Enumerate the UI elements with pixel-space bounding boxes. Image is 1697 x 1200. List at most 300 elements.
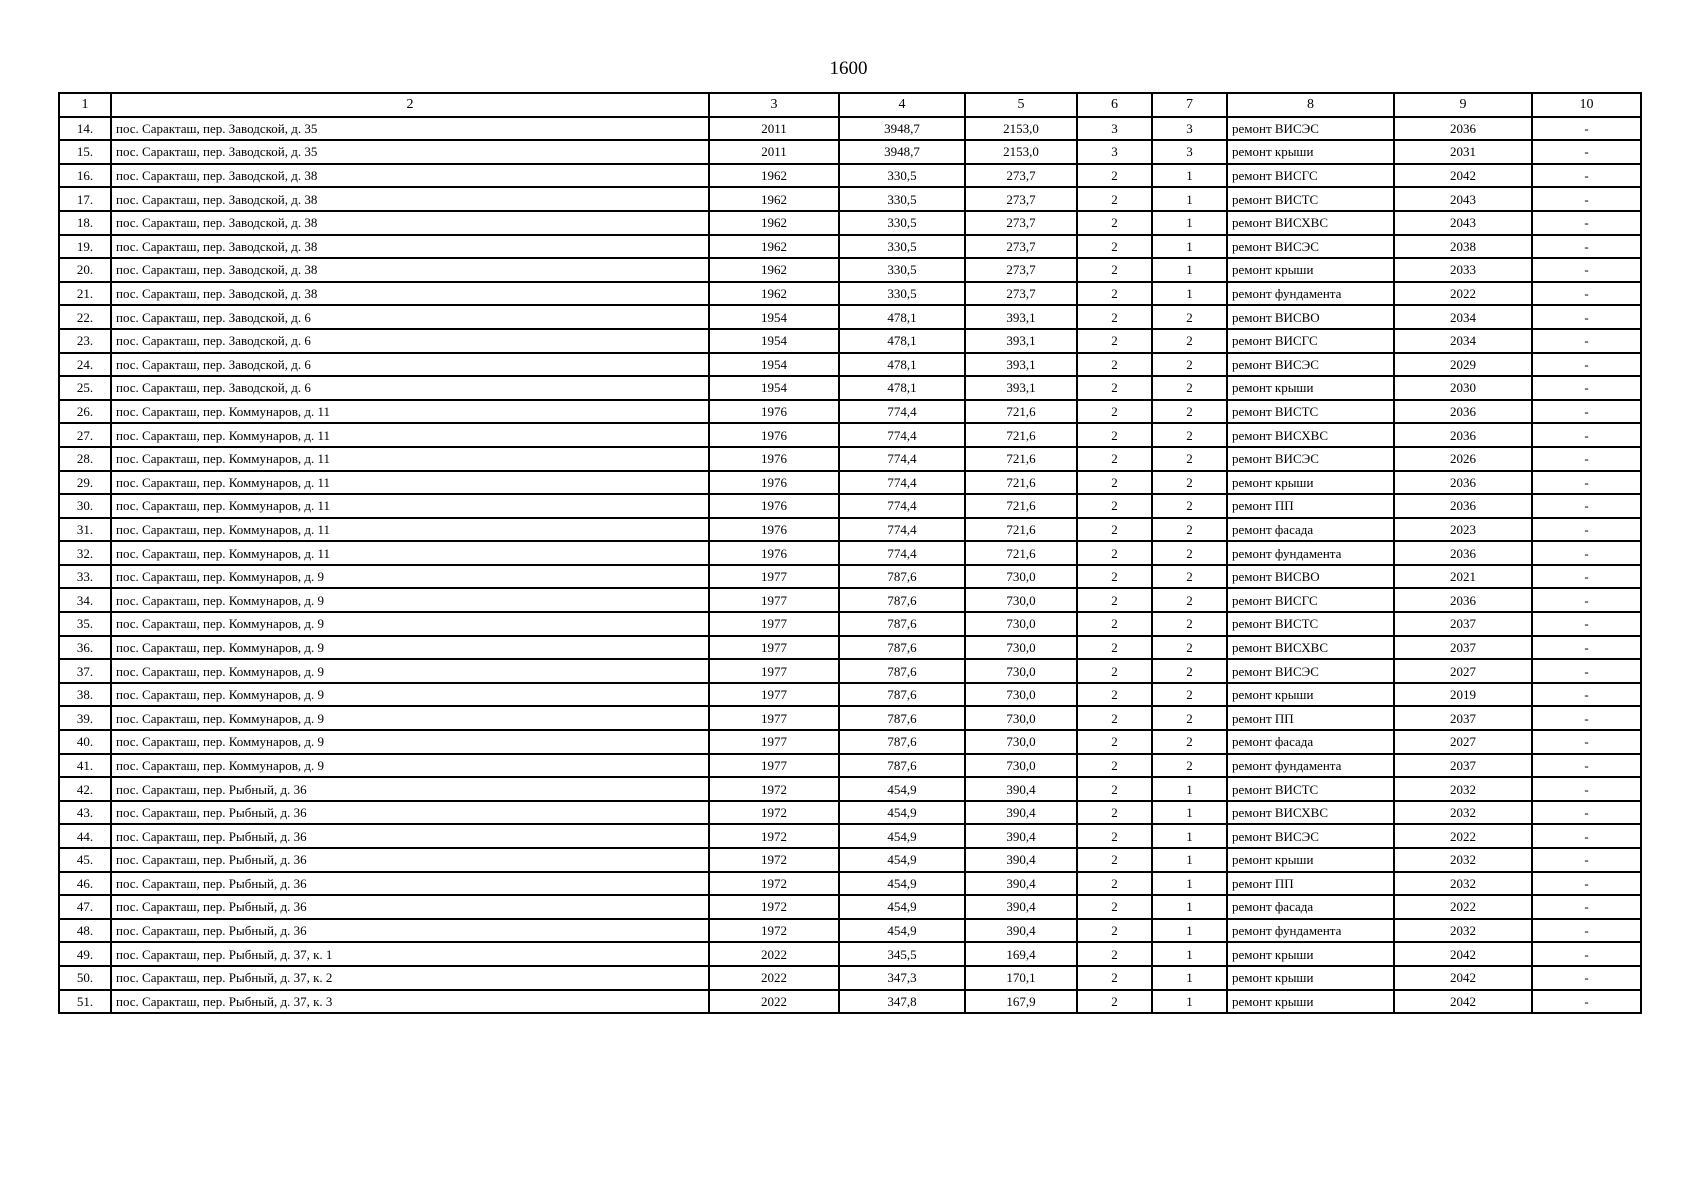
living-area-cell: 721,6 bbox=[965, 494, 1077, 518]
row-number-cell: 15. bbox=[59, 140, 111, 164]
address-cell: пос. Саракташ, пер. Рыбный, д. 36 bbox=[111, 919, 709, 943]
planned-year-cell: 2027 bbox=[1394, 730, 1532, 754]
entrances-cell: 2 bbox=[1152, 471, 1227, 495]
row-number-cell: 40. bbox=[59, 730, 111, 754]
note-cell: - bbox=[1532, 659, 1641, 683]
note-cell: - bbox=[1532, 187, 1641, 211]
work-type-cell: ремонт фундамента bbox=[1227, 754, 1394, 778]
row-number-cell: 29. bbox=[59, 471, 111, 495]
living-area-cell: 273,7 bbox=[965, 258, 1077, 282]
living-area-cell: 393,1 bbox=[965, 329, 1077, 353]
year-built-cell: 1962 bbox=[709, 164, 839, 188]
living-area-cell: 390,4 bbox=[965, 801, 1077, 825]
table-row bbox=[59, 447, 1641, 471]
entrances-cell: 2 bbox=[1152, 541, 1227, 565]
row-number-cell: 23. bbox=[59, 329, 111, 353]
table-row bbox=[59, 777, 1641, 801]
entrances-cell: 1 bbox=[1152, 848, 1227, 872]
table-row bbox=[59, 824, 1641, 848]
total-area-cell: 454,9 bbox=[839, 801, 965, 825]
table-row bbox=[59, 942, 1641, 966]
address-cell: пос. Саракташ, пер. Коммунаров, д. 11 bbox=[111, 447, 709, 471]
floors-cell: 2 bbox=[1077, 305, 1152, 329]
work-type-cell: ремонт ПП bbox=[1227, 494, 1394, 518]
total-area-cell: 774,4 bbox=[839, 447, 965, 471]
row-number-cell: 26. bbox=[59, 400, 111, 424]
living-area-cell: 730,0 bbox=[965, 565, 1077, 589]
table-row bbox=[59, 541, 1641, 565]
table-row bbox=[59, 848, 1641, 872]
work-type-cell: ремонт крыши bbox=[1227, 258, 1394, 282]
row-number-cell: 49. bbox=[59, 942, 111, 966]
note-cell: - bbox=[1532, 471, 1641, 495]
floors-cell: 2 bbox=[1077, 565, 1152, 589]
table-body bbox=[59, 117, 1641, 1014]
year-built-cell: 1977 bbox=[709, 754, 839, 778]
table-row bbox=[59, 282, 1641, 306]
living-area-cell: 730,0 bbox=[965, 612, 1077, 636]
table-row bbox=[59, 353, 1641, 377]
living-area-cell: 273,7 bbox=[965, 282, 1077, 306]
column-header: 4 bbox=[839, 93, 965, 117]
address-cell: пос. Саракташ, пер. Заводской, д. 35 bbox=[111, 117, 709, 141]
work-type-cell: ремонт крыши bbox=[1227, 683, 1394, 707]
year-built-cell: 1954 bbox=[709, 353, 839, 377]
row-number-cell: 16. bbox=[59, 164, 111, 188]
address-cell: пос. Саракташ, пер. Коммунаров, д. 11 bbox=[111, 494, 709, 518]
total-area-cell: 774,4 bbox=[839, 494, 965, 518]
note-cell: - bbox=[1532, 140, 1641, 164]
table-row bbox=[59, 730, 1641, 754]
note-cell: - bbox=[1532, 612, 1641, 636]
work-type-cell: ремонт крыши bbox=[1227, 376, 1394, 400]
entrances-cell: 2 bbox=[1152, 518, 1227, 542]
table-row bbox=[59, 754, 1641, 778]
year-built-cell: 1977 bbox=[709, 565, 839, 589]
table-row bbox=[59, 636, 1641, 660]
work-type-cell: ремонт ВИСЭС bbox=[1227, 447, 1394, 471]
note-cell: - bbox=[1532, 777, 1641, 801]
living-area-cell: 169,4 bbox=[965, 942, 1077, 966]
address-cell: пос. Саракташ, пер. Рыбный, д. 37, к. 1 bbox=[111, 942, 709, 966]
total-area-cell: 478,1 bbox=[839, 376, 965, 400]
floors-cell: 2 bbox=[1077, 966, 1152, 990]
work-type-cell: ремонт ВИСГС bbox=[1227, 588, 1394, 612]
year-built-cell: 1976 bbox=[709, 494, 839, 518]
table-row bbox=[59, 400, 1641, 424]
column-header: 9 bbox=[1394, 93, 1532, 117]
note-cell: - bbox=[1532, 824, 1641, 848]
header-row bbox=[59, 93, 1641, 117]
total-area-cell: 787,6 bbox=[839, 636, 965, 660]
planned-year-cell: 2022 bbox=[1394, 282, 1532, 306]
entrances-cell: 3 bbox=[1152, 140, 1227, 164]
living-area-cell: 170,1 bbox=[965, 966, 1077, 990]
floors-cell: 2 bbox=[1077, 400, 1152, 424]
year-built-cell: 1977 bbox=[709, 730, 839, 754]
row-number-cell: 43. bbox=[59, 801, 111, 825]
floors-cell: 2 bbox=[1077, 777, 1152, 801]
note-cell: - bbox=[1532, 565, 1641, 589]
living-area-cell: 273,7 bbox=[965, 235, 1077, 259]
note-cell: - bbox=[1532, 942, 1641, 966]
note-cell: - bbox=[1532, 235, 1641, 259]
row-number-cell: 22. bbox=[59, 305, 111, 329]
year-built-cell: 1976 bbox=[709, 518, 839, 542]
entrances-cell: 2 bbox=[1152, 612, 1227, 636]
note-cell: - bbox=[1532, 447, 1641, 471]
floors-cell: 2 bbox=[1077, 824, 1152, 848]
year-built-cell: 1962 bbox=[709, 282, 839, 306]
note-cell: - bbox=[1532, 329, 1641, 353]
row-number-cell: 35. bbox=[59, 612, 111, 636]
address-cell: пос. Саракташ, пер. Заводской, д. 38 bbox=[111, 282, 709, 306]
note-cell: - bbox=[1532, 423, 1641, 447]
table-row bbox=[59, 801, 1641, 825]
living-area-cell: 730,0 bbox=[965, 636, 1077, 660]
planned-year-cell: 2036 bbox=[1394, 423, 1532, 447]
row-number-cell: 34. bbox=[59, 588, 111, 612]
planned-year-cell: 2036 bbox=[1394, 117, 1532, 141]
work-type-cell: ремонт ВИСГС bbox=[1227, 329, 1394, 353]
year-built-cell: 1976 bbox=[709, 471, 839, 495]
table-row bbox=[59, 471, 1641, 495]
floors-cell: 2 bbox=[1077, 376, 1152, 400]
note-cell: - bbox=[1532, 211, 1641, 235]
column-header: 7 bbox=[1152, 93, 1227, 117]
total-area-cell: 787,6 bbox=[839, 612, 965, 636]
row-number-cell: 21. bbox=[59, 282, 111, 306]
note-cell: - bbox=[1532, 895, 1641, 919]
living-area-cell: 390,4 bbox=[965, 919, 1077, 943]
year-built-cell: 2022 bbox=[709, 990, 839, 1014]
work-type-cell: ремонт фундамента bbox=[1227, 919, 1394, 943]
address-cell: пос. Саракташ, пер. Рыбный, д. 37, к. 2 bbox=[111, 966, 709, 990]
address-cell: пос. Саракташ, пер. Рыбный, д. 36 bbox=[111, 872, 709, 896]
work-type-cell: ремонт ВИСХВС bbox=[1227, 636, 1394, 660]
floors-cell: 2 bbox=[1077, 754, 1152, 778]
floors-cell: 2 bbox=[1077, 282, 1152, 306]
row-number-cell: 37. bbox=[59, 659, 111, 683]
row-number-cell: 38. bbox=[59, 683, 111, 707]
floors-cell: 2 bbox=[1077, 541, 1152, 565]
row-number-cell: 48. bbox=[59, 919, 111, 943]
entrances-cell: 1 bbox=[1152, 801, 1227, 825]
note-cell: - bbox=[1532, 305, 1641, 329]
row-number-cell: 44. bbox=[59, 824, 111, 848]
planned-year-cell: 2037 bbox=[1394, 754, 1532, 778]
column-header: 5 bbox=[965, 93, 1077, 117]
table-row bbox=[59, 258, 1641, 282]
entrances-cell: 1 bbox=[1152, 872, 1227, 896]
planned-year-cell: 2037 bbox=[1394, 612, 1532, 636]
living-area-cell: 721,6 bbox=[965, 471, 1077, 495]
entrances-cell: 1 bbox=[1152, 211, 1227, 235]
row-number-cell: 27. bbox=[59, 423, 111, 447]
row-number-cell: 41. bbox=[59, 754, 111, 778]
row-number-cell: 33. bbox=[59, 565, 111, 589]
table-row bbox=[59, 235, 1641, 259]
address-cell: пос. Саракташ, пер. Коммунаров, д. 9 bbox=[111, 754, 709, 778]
year-built-cell: 1977 bbox=[709, 588, 839, 612]
address-cell: пос. Саракташ, пер. Заводской, д. 6 bbox=[111, 305, 709, 329]
table-row bbox=[59, 211, 1641, 235]
row-number-cell: 39. bbox=[59, 706, 111, 730]
total-area-cell: 774,4 bbox=[839, 471, 965, 495]
living-area-cell: 167,9 bbox=[965, 990, 1077, 1014]
row-number-cell: 47. bbox=[59, 895, 111, 919]
floors-cell: 2 bbox=[1077, 235, 1152, 259]
note-cell: - bbox=[1532, 966, 1641, 990]
total-area-cell: 478,1 bbox=[839, 353, 965, 377]
planned-year-cell: 2042 bbox=[1394, 990, 1532, 1014]
planned-year-cell: 2036 bbox=[1394, 588, 1532, 612]
table-row bbox=[59, 305, 1641, 329]
entrances-cell: 2 bbox=[1152, 565, 1227, 589]
year-built-cell: 1972 bbox=[709, 801, 839, 825]
living-area-cell: 721,6 bbox=[965, 447, 1077, 471]
living-area-cell: 721,6 bbox=[965, 518, 1077, 542]
note-cell: - bbox=[1532, 258, 1641, 282]
address-cell: пос. Саракташ, пер. Рыбный, д. 36 bbox=[111, 848, 709, 872]
row-number-cell: 32. bbox=[59, 541, 111, 565]
total-area-cell: 787,6 bbox=[839, 588, 965, 612]
floors-cell: 2 bbox=[1077, 683, 1152, 707]
table-row bbox=[59, 140, 1641, 164]
work-type-cell: ремонт ВИСХВС bbox=[1227, 211, 1394, 235]
year-built-cell: 1976 bbox=[709, 423, 839, 447]
address-cell: пос. Саракташ, пер. Рыбный, д. 36 bbox=[111, 777, 709, 801]
planned-year-cell: 2023 bbox=[1394, 518, 1532, 542]
work-type-cell: ремонт крыши bbox=[1227, 990, 1394, 1014]
planned-year-cell: 2036 bbox=[1394, 471, 1532, 495]
table-row bbox=[59, 376, 1641, 400]
planned-year-cell: 2032 bbox=[1394, 801, 1532, 825]
planned-year-cell: 2032 bbox=[1394, 848, 1532, 872]
planned-year-cell: 2034 bbox=[1394, 305, 1532, 329]
living-area-cell: 390,4 bbox=[965, 777, 1077, 801]
entrances-cell: 2 bbox=[1152, 706, 1227, 730]
note-cell: - bbox=[1532, 730, 1641, 754]
planned-year-cell: 2036 bbox=[1394, 400, 1532, 424]
total-area-cell: 787,6 bbox=[839, 565, 965, 589]
floors-cell: 2 bbox=[1077, 447, 1152, 471]
planned-year-cell: 2032 bbox=[1394, 777, 1532, 801]
planned-year-cell: 2029 bbox=[1394, 353, 1532, 377]
planned-year-cell: 2022 bbox=[1394, 895, 1532, 919]
year-built-cell: 1976 bbox=[709, 541, 839, 565]
address-cell: пос. Саракташ, пер. Заводской, д. 38 bbox=[111, 211, 709, 235]
entrances-cell: 1 bbox=[1152, 235, 1227, 259]
planned-year-cell: 2027 bbox=[1394, 659, 1532, 683]
row-number-cell: 18. bbox=[59, 211, 111, 235]
row-number-cell: 17. bbox=[59, 187, 111, 211]
planned-year-cell: 2031 bbox=[1394, 140, 1532, 164]
row-number-cell: 19. bbox=[59, 235, 111, 259]
total-area-cell: 787,6 bbox=[839, 683, 965, 707]
address-cell: пос. Саракташ, пер. Заводской, д. 35 bbox=[111, 140, 709, 164]
entrances-cell: 2 bbox=[1152, 494, 1227, 518]
year-built-cell: 2011 bbox=[709, 117, 839, 141]
address-cell: пос. Саракташ, пер. Заводской, д. 6 bbox=[111, 329, 709, 353]
column-header: 8 bbox=[1227, 93, 1394, 117]
floors-cell: 3 bbox=[1077, 140, 1152, 164]
row-number-cell: 25. bbox=[59, 376, 111, 400]
entrances-cell: 2 bbox=[1152, 447, 1227, 471]
register-table bbox=[58, 92, 1642, 1014]
work-type-cell: ремонт ПП bbox=[1227, 706, 1394, 730]
living-area-cell: 730,0 bbox=[965, 754, 1077, 778]
work-type-cell: ремонт ВИСЭС bbox=[1227, 659, 1394, 683]
address-cell: пос. Саракташ, пер. Заводской, д. 38 bbox=[111, 187, 709, 211]
planned-year-cell: 2042 bbox=[1394, 966, 1532, 990]
work-type-cell: ремонт фундамента bbox=[1227, 541, 1394, 565]
work-type-cell: ремонт ВИСТС bbox=[1227, 612, 1394, 636]
row-number-cell: 51. bbox=[59, 990, 111, 1014]
floors-cell: 2 bbox=[1077, 423, 1152, 447]
planned-year-cell: 2042 bbox=[1394, 164, 1532, 188]
year-built-cell: 1977 bbox=[709, 683, 839, 707]
floors-cell: 2 bbox=[1077, 801, 1152, 825]
address-cell: пос. Саракташ, пер. Коммунаров, д. 9 bbox=[111, 683, 709, 707]
living-area-cell: 2153,0 bbox=[965, 140, 1077, 164]
entrances-cell: 1 bbox=[1152, 164, 1227, 188]
entrances-cell: 1 bbox=[1152, 282, 1227, 306]
entrances-cell: 1 bbox=[1152, 990, 1227, 1014]
planned-year-cell: 2032 bbox=[1394, 919, 1532, 943]
year-built-cell: 1972 bbox=[709, 919, 839, 943]
address-cell: пос. Саракташ, пер. Коммунаров, д. 11 bbox=[111, 541, 709, 565]
planned-year-cell: 2037 bbox=[1394, 706, 1532, 730]
planned-year-cell: 2036 bbox=[1394, 541, 1532, 565]
entrances-cell: 2 bbox=[1152, 754, 1227, 778]
planned-year-cell: 2021 bbox=[1394, 565, 1532, 589]
note-cell: - bbox=[1532, 282, 1641, 306]
row-number-cell: 28. bbox=[59, 447, 111, 471]
living-area-cell: 273,7 bbox=[965, 211, 1077, 235]
entrances-cell: 2 bbox=[1152, 400, 1227, 424]
year-built-cell: 1954 bbox=[709, 305, 839, 329]
address-cell: пос. Саракташ, пер. Рыбный, д. 37, к. 3 bbox=[111, 990, 709, 1014]
living-area-cell: 730,0 bbox=[965, 730, 1077, 754]
total-area-cell: 454,9 bbox=[839, 824, 965, 848]
entrances-cell: 1 bbox=[1152, 942, 1227, 966]
floors-cell: 2 bbox=[1077, 848, 1152, 872]
table-row bbox=[59, 588, 1641, 612]
row-number-cell: 50. bbox=[59, 966, 111, 990]
floors-cell: 2 bbox=[1077, 187, 1152, 211]
year-built-cell: 2022 bbox=[709, 966, 839, 990]
address-cell: пос. Саракташ, пер. Заводской, д. 6 bbox=[111, 376, 709, 400]
floors-cell: 2 bbox=[1077, 211, 1152, 235]
total-area-cell: 787,6 bbox=[839, 730, 965, 754]
planned-year-cell: 2037 bbox=[1394, 636, 1532, 660]
column-header: 3 bbox=[709, 93, 839, 117]
column-header: 2 bbox=[111, 93, 709, 117]
planned-year-cell: 2043 bbox=[1394, 187, 1532, 211]
living-area-cell: 721,6 bbox=[965, 541, 1077, 565]
address-cell: пос. Саракташ, пер. Коммунаров, д. 11 bbox=[111, 471, 709, 495]
year-built-cell: 1954 bbox=[709, 329, 839, 353]
address-cell: пос. Саракташ, пер. Рыбный, д. 36 bbox=[111, 801, 709, 825]
entrances-cell: 1 bbox=[1152, 895, 1227, 919]
work-type-cell: ремонт ПП bbox=[1227, 872, 1394, 896]
table-row bbox=[59, 659, 1641, 683]
note-cell: - bbox=[1532, 400, 1641, 424]
floors-cell: 2 bbox=[1077, 706, 1152, 730]
year-built-cell: 1972 bbox=[709, 872, 839, 896]
row-number-cell: 30. bbox=[59, 494, 111, 518]
address-cell: пос. Саракташ, пер. Рыбный, д. 36 bbox=[111, 824, 709, 848]
address-cell: пос. Саракташ, пер. Коммунаров, д. 9 bbox=[111, 636, 709, 660]
table-row bbox=[59, 612, 1641, 636]
address-cell: пос. Саракташ, пер. Коммунаров, д. 9 bbox=[111, 565, 709, 589]
entrances-cell: 3 bbox=[1152, 117, 1227, 141]
row-number-cell: 46. bbox=[59, 872, 111, 896]
table-row bbox=[59, 919, 1641, 943]
work-type-cell: ремонт крыши bbox=[1227, 942, 1394, 966]
floors-cell: 2 bbox=[1077, 588, 1152, 612]
entrances-cell: 1 bbox=[1152, 258, 1227, 282]
year-built-cell: 1962 bbox=[709, 187, 839, 211]
planned-year-cell: 2038 bbox=[1394, 235, 1532, 259]
floors-cell: 2 bbox=[1077, 258, 1152, 282]
table-row bbox=[59, 565, 1641, 589]
floors-cell: 2 bbox=[1077, 353, 1152, 377]
work-type-cell: ремонт крыши bbox=[1227, 848, 1394, 872]
address-cell: пос. Саракташ, пер. Заводской, д. 6 bbox=[111, 353, 709, 377]
note-cell: - bbox=[1532, 754, 1641, 778]
work-type-cell: ремонт ВИСВО bbox=[1227, 305, 1394, 329]
note-cell: - bbox=[1532, 919, 1641, 943]
living-area-cell: 721,6 bbox=[965, 423, 1077, 447]
note-cell: - bbox=[1532, 801, 1641, 825]
total-area-cell: 774,4 bbox=[839, 518, 965, 542]
living-area-cell: 390,4 bbox=[965, 895, 1077, 919]
floors-cell: 2 bbox=[1077, 518, 1152, 542]
address-cell: пос. Саракташ, пер. Заводской, д. 38 bbox=[111, 164, 709, 188]
year-built-cell: 1972 bbox=[709, 895, 839, 919]
year-built-cell: 1976 bbox=[709, 400, 839, 424]
living-area-cell: 390,4 bbox=[965, 848, 1077, 872]
year-built-cell: 2011 bbox=[709, 140, 839, 164]
work-type-cell: ремонт крыши bbox=[1227, 966, 1394, 990]
year-built-cell: 1977 bbox=[709, 636, 839, 660]
table-row bbox=[59, 423, 1641, 447]
floors-cell: 2 bbox=[1077, 471, 1152, 495]
total-area-cell: 454,9 bbox=[839, 895, 965, 919]
table-row bbox=[59, 329, 1641, 353]
year-built-cell: 1972 bbox=[709, 777, 839, 801]
year-built-cell: 1954 bbox=[709, 376, 839, 400]
year-built-cell: 1972 bbox=[709, 824, 839, 848]
total-area-cell: 774,4 bbox=[839, 423, 965, 447]
total-area-cell: 787,6 bbox=[839, 659, 965, 683]
year-built-cell: 1962 bbox=[709, 211, 839, 235]
address-cell: пос. Саракташ, пер. Коммунаров, д. 9 bbox=[111, 588, 709, 612]
table-row bbox=[59, 494, 1641, 518]
row-number-cell: 24. bbox=[59, 353, 111, 377]
total-area-cell: 454,9 bbox=[839, 777, 965, 801]
floors-cell: 2 bbox=[1077, 919, 1152, 943]
work-type-cell: ремонт ВИСВО bbox=[1227, 565, 1394, 589]
work-type-cell: ремонт ВИСГС bbox=[1227, 164, 1394, 188]
work-type-cell: ремонт ВИСТС bbox=[1227, 187, 1394, 211]
entrances-cell: 1 bbox=[1152, 966, 1227, 990]
floors-cell: 2 bbox=[1077, 730, 1152, 754]
note-cell: - bbox=[1532, 541, 1641, 565]
planned-year-cell: 2030 bbox=[1394, 376, 1532, 400]
